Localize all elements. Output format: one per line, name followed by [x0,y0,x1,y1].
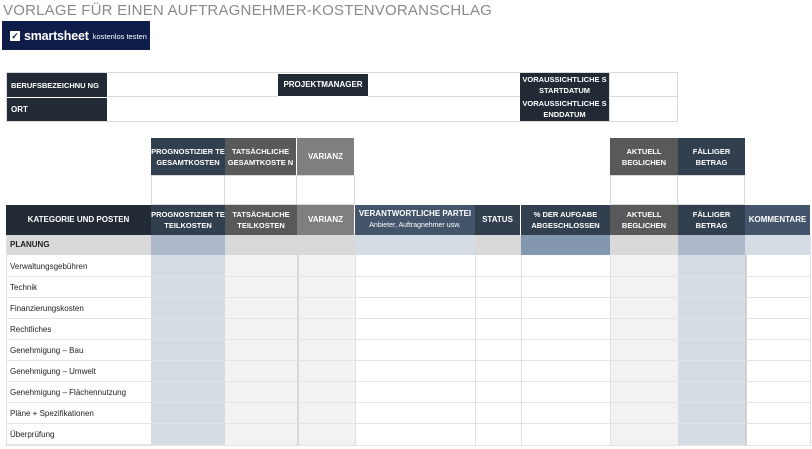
row-label: Genehmigung – Flächennutzung [6,382,151,403]
job-title-label: BERUFSBEZEICHNU NG [7,73,107,97]
section-actual-variance-cell[interactable] [225,235,355,255]
row-label: Technik [6,277,151,298]
comments-header: KOMMENTARE [745,205,810,235]
actual-header: TATSÄCHLICHE TEILKOSTEN [225,205,297,235]
variance-header: VARIANZ [297,205,354,235]
project-manager-input[interactable] [368,73,520,97]
section-projected-cell[interactable] [151,235,225,255]
section-planung: PLANUNG [6,235,151,255]
section-status-cell[interactable] [475,235,521,255]
row-label: Genehmigung – Bau [6,340,151,361]
section-due-cell[interactable] [678,235,745,255]
logo-brand: smartsheet [24,28,89,43]
summary-variance-header: VARIANZ [297,138,354,175]
section-party-cell[interactable] [355,235,475,255]
row-label: Verwaltungsgebühren [6,256,151,277]
summary-actual-header: TATSÄCHLICHE GESAMTKOSTE N [225,138,296,175]
gridline [6,360,810,361]
summary-projected-header: PROGNOSTIZIER TE GESAMTKOSTEN [151,138,225,175]
row-label: Pläne + Spezifikationen [6,403,151,424]
gridline [6,276,810,277]
gridline [475,255,476,446]
summary-projected-value[interactable] [151,175,225,205]
gridline [6,318,810,319]
status-header: STATUS [475,205,520,235]
location-input[interactable] [108,98,520,121]
projected-header: PROGNOSTIZIER TE TEILKOSTEN [151,205,225,235]
project-manager-label: PROJEKTMANAGER [278,74,368,96]
responsible-party-sublabel: Anbieter, Auftragnehmer usw. [369,222,461,229]
checkbox-icon: ✓ [11,30,19,41]
summary-paid-value[interactable] [610,175,678,205]
actual-column-bg [225,255,297,446]
gridline [810,235,811,446]
gridline [745,255,747,446]
section-comments-cell[interactable] [745,235,810,255]
gridline [6,235,7,446]
summary-paid-header: AKTUELL BEGLICHEN [610,138,678,175]
gridline [6,381,810,382]
responsible-party-header [355,205,475,235]
category-header: KATEGORIE UND POSTEN [6,205,151,235]
gridline [355,255,356,446]
summary-variance-value[interactable] [297,175,355,205]
gridline [521,255,522,446]
due-header: FÄLLIGER BETRAG [678,205,745,235]
percent-complete-header: % DER AUFGABE ABGESCHLOSSEN [521,205,610,235]
section-paid-cell[interactable] [610,235,678,255]
paid-header: AKTUELL BEGLICHEN [610,205,678,235]
due-column-bg [678,255,745,446]
gridline [6,423,810,424]
logo-cta: kostenlos testen [92,32,147,41]
start-date-label: VORAUSSICHTLICHE S STARTDATUM [520,73,609,97]
gridline [6,445,810,446]
variance-column-bg [297,255,355,446]
gridline [610,255,611,446]
row-label: Rechtliches [6,319,151,340]
projected-column-bg [151,255,225,446]
start-date-input[interactable] [609,73,677,97]
end-date-input[interactable] [609,98,677,121]
end-date-label: VORAUSSICHTLICHE S ENDDATUM [520,97,609,121]
gridline [6,297,810,298]
row-label: Finanzierungskosten [6,298,151,319]
row-label: Genehmigung – Umwelt [6,361,151,382]
job-title-input[interactable] [108,73,278,97]
page-title: VORLAGE FÜR EINEN AUFTRAGNEHMER-KOSTENVORANSCHLAG [3,2,493,19]
section-percent-cell[interactable] [521,235,610,255]
summary-due-value[interactable] [678,175,745,205]
gridline [6,402,810,403]
smartsheet-logo-button[interactable] [2,21,150,50]
row-label: Überprüfung [6,424,151,445]
responsible-party-label: VERANTWORTLICHE PARTEI [358,209,472,218]
location-label: ORT [7,98,107,121]
paid-column-bg [610,255,678,446]
summary-actual-value[interactable] [225,175,297,205]
gridline [6,339,810,340]
summary-due-header: FÄLLIGER BETRAG [678,138,745,175]
